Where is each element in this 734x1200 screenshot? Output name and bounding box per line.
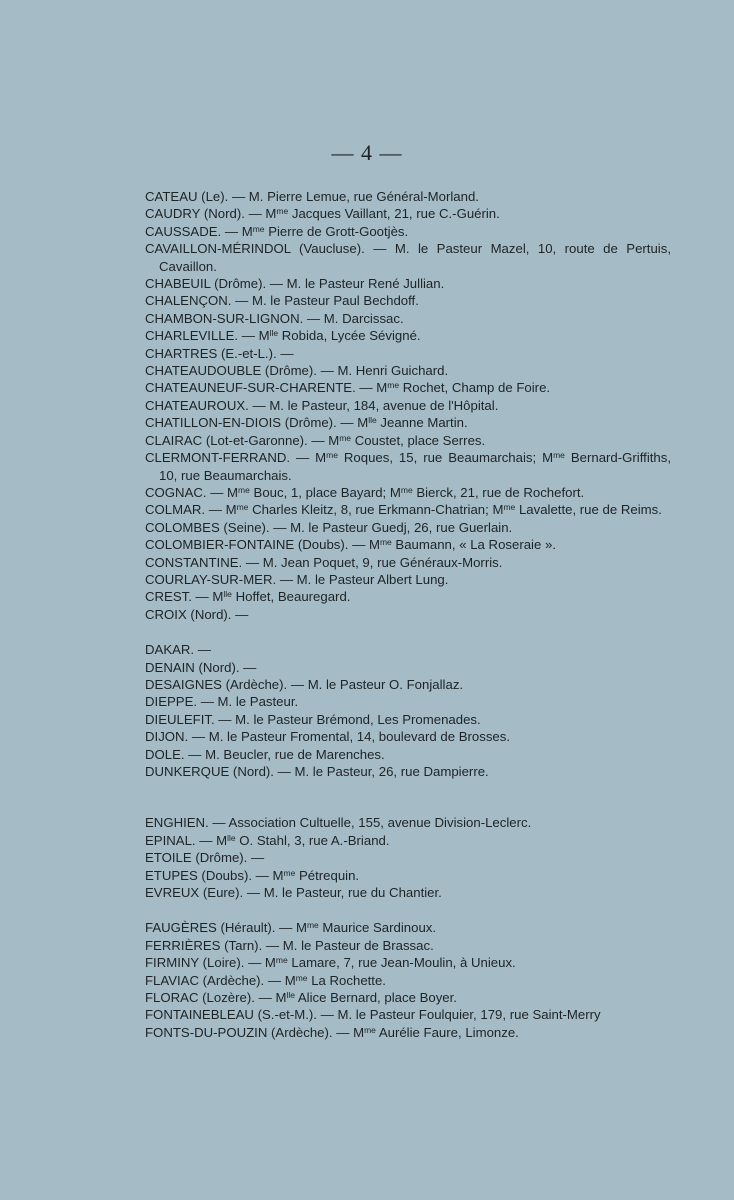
directory-entry: DIJON. — M. le Pasteur Fromental, 14, boulevard de Brosses. (145, 729, 511, 745)
letter-group (145, 814, 671, 901)
directory-entry: FONTAINEBLEAU (S.-et-M.). — M. le Pasteur Foulquier, 179, rue Saint-Merry (145, 1007, 601, 1023)
directory-entry: DIEULEFIT. — M. le Pasteur Brémond, Les Promenades. (145, 711, 481, 727)
directory-entry: CHARLEVILLE. — $M^{lle}$ Robida, Lycée Sévigné. (145, 328, 421, 344)
directory-entry: CAVAILLON-MÉRINDOL (Vaucluse). — M. le Pasteur Mazel, 10, route de Pertuis, Cavaillon. (145, 241, 671, 274)
directory-entry: CROIX (Nord). — (145, 606, 249, 622)
directory-entry: EPINAL. — $M^{lle}$ O. Stahl, 3, rue A.-Briand. (145, 832, 390, 848)
directory-entry: COLOMBES (Seine). — M. le Pasteur Guedj, 26, rue Guerlain. (145, 519, 513, 535)
directory-entry: FLORAC (Lozère). — $M^{lle}$ Alice Bernard, place Boyer. (145, 990, 457, 1006)
directory-entry: CATEAU (Le). — M. Pierre Lemue, rue Général-Morland. (145, 189, 479, 204)
directory-entry: DESAIGNES (Ardèche). — M. le Pasteur O. Fonjallaz. (145, 676, 464, 692)
directory-entry: CONSTANTINE. — M. Jean Poquet, 9, rue Généraux-Morris. (145, 554, 503, 570)
directory-entry: DOLE. — M. Beucler, rue de Marenches. (145, 746, 385, 762)
directory-entry: FAUGÈRES (Hérault). — $M^{me}$ Maurice Sardinoux. (145, 920, 437, 936)
directory-entry: DUNKERQUE (Nord). — M. le Pasteur, 26, rue Dampierre. (145, 764, 489, 779)
directory-entry: CREST. — $M^{lle}$ Hoffet, Beauregard. (145, 589, 351, 605)
directory-entry: CHABEUIL (Drôme). — M. le Pasteur René Jullian. (145, 276, 445, 292)
letter-group (145, 188, 671, 623)
directory-entry: DENAIN (Nord). — (145, 659, 257, 675)
letter-group (145, 919, 671, 1041)
directory-entry: ETUPES (Doubs). — $M^{me}$ Pétrequin. (145, 867, 360, 883)
directory-entry: CLAIRAC (Lot-et-Garonne). — $M^{me}$ Coustet, place Serres. (145, 432, 486, 448)
directory-entry: CHARTRES (E.-et-L.). — (145, 345, 294, 361)
directory-entry: FONTS-DU-POUZIN (Ardèche). — $M^{me}$ Aurélie Faure, Limonze. (145, 1024, 519, 1040)
directory-entry: CAUDRY (Nord). — $M^{me}$ Jacques Vaillant, 21, rue C.-Guérin. (145, 206, 500, 222)
directory-entry: COGNAC. — $M^{me}$ Bouc, 1, place Bayard; $M^{me}$ Bierck, 21, rue de Rochefort. (145, 484, 585, 500)
directory-entry: CLERMONT-FERRAND. — $M^{me}$ Roques, 15, rue Beaumarchais; $M^{me}$ Bernard-Griffiths, 10, rue Beaumarchais. (145, 450, 672, 483)
directory-entry: CHATILLON-EN-DIOIS (Drôme). — $M^{lle}$ Jeanne Martin. (145, 415, 468, 431)
directory-entry: FERRIÈRES (Tarn). — M. le Pasteur de Brassac. (145, 937, 434, 953)
directory-entry: CHATEAUDOUBLE (Drôme). — M. Henri Guichard. (145, 363, 449, 379)
directory-entry: ENGHIEN. — Association Cultuelle, 155, avenue Division-Leclerc. (145, 815, 532, 831)
address-list (145, 188, 671, 1041)
directory-entry: COURLAY-SUR-MER. — M. le Pasteur Albert Lung. (145, 571, 449, 587)
directory-entry: CHATEAUROUX. — M. le Pasteur, 184, avenue de l'Hôpital. (145, 397, 499, 413)
directory-entry: COLOMBIER-FONTAINE (Doubs). — $M^{me}$ Baumann, « La Roseraie ». (145, 537, 556, 553)
directory-entry: FLAVIAC (Ardèche). — $M^{me}$ La Rochette. (145, 972, 386, 988)
letter-group (145, 641, 671, 780)
directory-entry: FIRMINY (Loire). — $M^{me}$ Lamare, 7, rue Jean-Moulin, à Unieux. (145, 955, 516, 971)
directory-entry: DIEPPE. — M. le Pasteur. (145, 694, 299, 710)
directory-entry: CAUSSADE. — $M^{me}$ Pierre de Grott-Gootjès. (145, 223, 409, 239)
directory-entry: CHATEAUNEUF-SUR-CHARENTE. — $M^{me}$ Rochet, Champ de Foire. (145, 380, 551, 396)
page-number: — 4 — (331, 140, 403, 165)
directory-entry: ETOILE (Drôme). — (145, 850, 265, 866)
directory-entry: DAKAR. — (145, 642, 211, 658)
directory-entry: EVREUX (Eure). — M. le Pasteur, rue du Chantier. (145, 885, 442, 901)
directory-entry: COLMAR. — $M^{me}$ Charles Kleitz, 8, rue Erkmann-Chatrian; $M^{me}$ Lavalette, rue de Reims. (145, 502, 662, 518)
directory-entry: CHALENÇON. — M. le Pasteur Paul Bechdoff. (145, 293, 419, 309)
directory-entry: CHAMBON-SUR-LIGNON. — M. Darcissac. (145, 310, 404, 326)
